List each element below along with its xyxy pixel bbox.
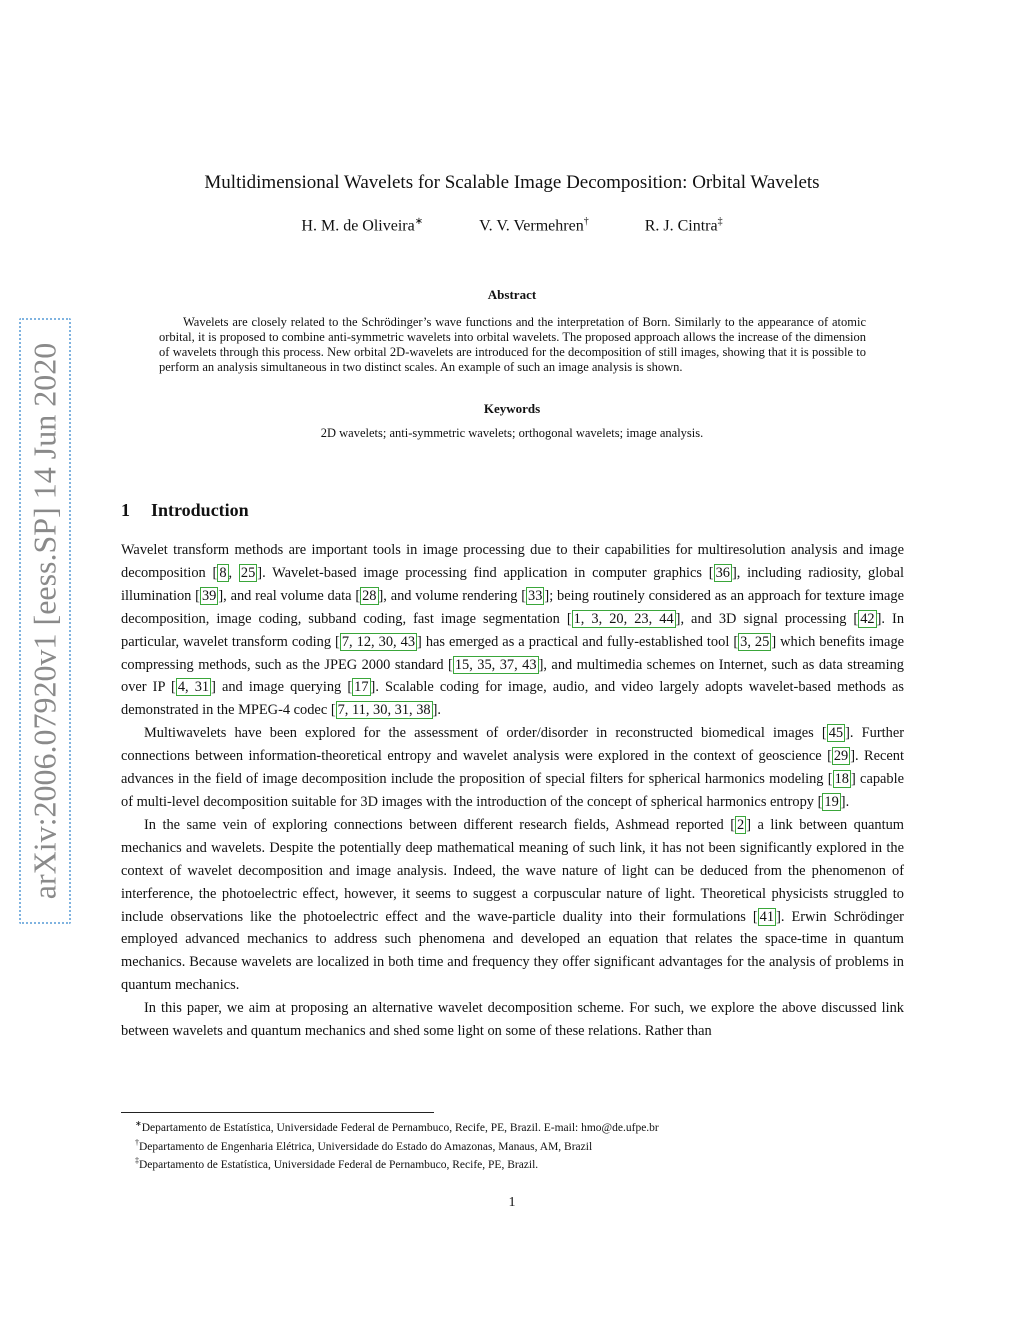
footnote-1: ∗Departamento de Estatística, Universidade Federal de Pernambuco, Recife, PE, Brazil. E-mail: hmo@de.ufpe.br	[135, 1119, 659, 1134]
citation-link[interactable]: 7, 11, 30, 31, 38	[337, 702, 431, 719]
citation-link[interactable]: 25	[240, 564, 256, 581]
citation-link[interactable]: 36	[715, 564, 730, 581]
citation-link[interactable]: 42	[860, 610, 875, 627]
section-heading	[121, 500, 249, 521]
footnote-3: ‡Departamento de Estatística, Universidade Federal de Pernambuco, Recife, PE, Brazil.	[135, 1156, 539, 1172]
keywords-text: 2D wavelets; anti-symmetric wavelets; orthogonal wavelets; image analysis.	[320, 426, 704, 440]
arxiv-identifier-text: arXiv:2006.07920v1 [eess.SP] 14 Jun 2020	[26, 342, 63, 900]
citation-link[interactable]: 8	[219, 564, 227, 581]
paragraph-2: Multiwavelets have been explored for the assessment of order/disorder in reconstructed biomedical images [ 45 ]. Further connections between information-theoretical entropy and wavelet analysis were explored in the context of geoscience [ 29 ]. Recent advances in the field of image decomposition include the proposition of special filters for spherical harmonics modeling [ 18 ] capable of multi-level decomposition suitable for 3D images with the introduction of the concept of spherical harmonics entropy [ 19 ].	[121, 725, 904, 810]
body-text	[121, 539, 904, 1043]
page-number: 1	[508, 1195, 516, 1210]
citation-link[interactable]: 41	[759, 908, 775, 925]
citation-link[interactable]: 19	[824, 793, 839, 810]
citation-link[interactable]: 28	[362, 587, 377, 604]
citation-link[interactable]: 1, 3, 20, 23, 44	[573, 610, 674, 627]
citation-link[interactable]: 39	[201, 587, 217, 604]
paragraph-1: Wavelet transform methods are important tools in image processing due to their capabilities for multiresolution analysis and image decomposition [ 8 , 25 ]. Wavelet-based image processing find application in computer graphics [ 36 ], including radiosity, global illumination [ 39 ], and real volume data [ 28 ], and volume rendering [ 33 ]; being routinely considered as an approach for texture image decomposition, image coding, subband coding, fast image segmentation [ 1, 3, 20, 23, 44 ], and 3D signal processing [ 42 ]. In particular, wavelet transform coding [ 7, 12, 30, 43 ] has emerged as a practical and fully-established tool [ 3, 25 ] which benefits image compressing methods, such as the JPEG 2000 standard [ 15, 35, 37, 43 ], and multimedia schemes on Internet, such as data streaming over IP [ 4, 31 ] and image querying [ 17 ]. Scalable coding for image, audio, and video largely adopts wavelet-based methods as demonstrated in the MPEG-4 codec [ 7, 11, 30, 31, 38 ].	[121, 542, 905, 719]
author-3: R. J. Cintra‡	[644, 216, 723, 235]
citation-link[interactable]: 4, 31	[177, 679, 210, 696]
citation-link[interactable]: 17	[354, 679, 369, 696]
citation-link[interactable]: 3, 25	[740, 633, 770, 650]
paragraph-4: In this paper, we aim at proposing an alternative wavelet decomposition scheme. For such, we explore the above discussed link between wavelets and quantum mechanics and shed some light on some of these relations. Rather than	[121, 1000, 904, 1040]
author-list	[0, 216, 1024, 235]
author-2: V. V. Vermehren†	[479, 216, 589, 235]
citation-link[interactable]: 2	[737, 816, 745, 833]
author-1: H. M. de Oliveira∗	[301, 216, 424, 235]
citation-link[interactable]: 18	[834, 771, 849, 788]
abstract-text: Wavelets are closely related to the Schrödinger’s wave functions and the interpretation of Born. Similarly to the appearance of atomic orbital, it is proposed to combine anti-symmetric wavelets into orbital wavelets. The proposed approach allows the increase of the dimension of wavelets through this process. New orbital 2D-wavelets are introduced for the decomposition of still images, showing that it is possible to perform an analysis simultaneous in two distinct scales. An example of such an image analysis is shown.	[159, 315, 866, 374]
section-title: Introduction	[151, 500, 249, 520]
footnote-rule	[121, 1112, 434, 1113]
citation-link[interactable]: 45	[828, 725, 844, 742]
paragraph-3: In the same vein of exploring connections between different research fields, Ashmead reported [ 2 ] a link between quantum mechanics and wavelets. Despite the potentially deep mathematical meaning of such link, it has not been significantly explored in the context of wavelet decomposition and image analysis. Indeed, the wave nature of light can be deduced from the phenomenon of interference, the photoelectric effect, however, it seems to suggest a corpuscular nature of light. Theoretical physicists struggled to include observations like the photoelectric effect and the wave-particle duality into their formulations [ 41 ]. Erwin Schrödinger employed advanced mechanics to address such phenomena and developed an equation that relates the space-time in quantum mechanics. Because wavelets are localized in both time and frequency they offer significant advantages for the analysis of problems in quantum mechanics.	[121, 816, 905, 994]
footnote-2: †Departamento de Engenharia Elétrica, Universidade do Estado do Amazonas, Manaus, AM, Brazil	[135, 1137, 593, 1153]
paper-title: Multidimensional Wavelets for Scalable Image Decomposition: Orbital Wavelets	[204, 172, 820, 193]
citation-link[interactable]: 29	[833, 748, 849, 765]
keywords-heading: Keywords	[483, 401, 541, 416]
abstract-heading: Abstract	[487, 287, 537, 302]
citation-link[interactable]: 15, 35, 37, 43	[454, 656, 537, 673]
footnotes	[121, 1117, 904, 1173]
citation-link[interactable]: 33	[528, 587, 543, 604]
section-number: 1	[121, 500, 130, 520]
citation-link[interactable]: 7, 12, 30, 43	[341, 633, 416, 650]
